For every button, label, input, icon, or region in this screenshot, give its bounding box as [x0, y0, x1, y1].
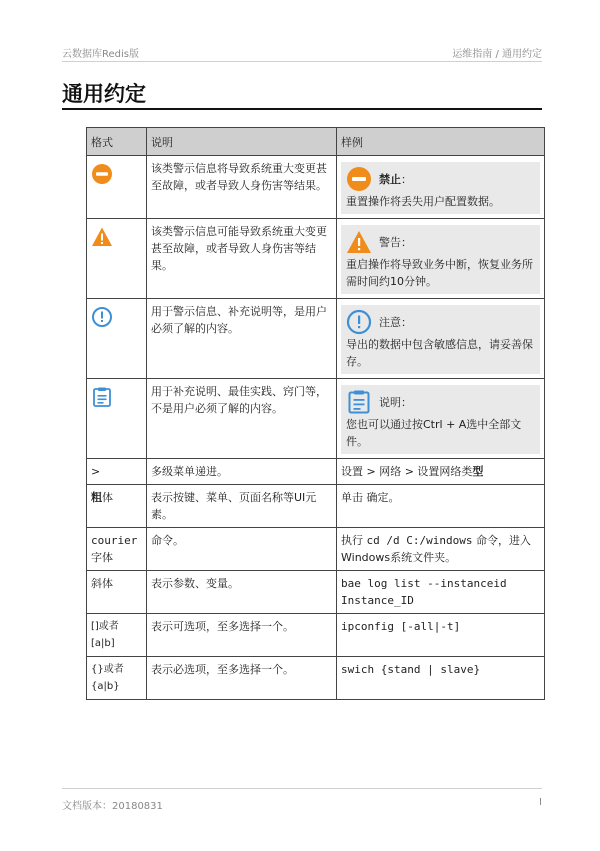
example-text: 设置 > 网络 > 设置网络类	[341, 465, 473, 478]
attention-icon	[346, 309, 372, 335]
table-row	[87, 379, 545, 459]
table-row	[87, 657, 545, 700]
clipboard-note-icon	[91, 386, 113, 408]
example-cell: ipconfig [-all|-t]	[337, 614, 545, 657]
warning-icon	[346, 229, 372, 255]
note-title: 说明：	[379, 395, 412, 409]
example-cell: bae log list --instanceid Instance_ID	[337, 571, 545, 614]
format-cell: >	[87, 459, 147, 485]
clipboard-note-icon	[346, 389, 372, 415]
example-cell	[337, 156, 545, 219]
footer-divider	[62, 788, 542, 789]
example-cell	[337, 379, 545, 459]
format-cell	[87, 379, 147, 459]
table-row	[87, 528, 545, 571]
example-cell: swich {stand | slave}	[337, 657, 545, 700]
format-text: courier字体	[91, 534, 138, 564]
header-breadcrumb: 运维指南 / 通用约定	[452, 49, 542, 60]
footer-page-number: I	[539, 797, 542, 808]
example-prefix: 执行	[341, 534, 367, 547]
note-text: 您也可以通过按Ctrl + A选中全部文件。	[346, 418, 522, 448]
format-cell	[87, 485, 147, 528]
note-title: 注意：	[379, 315, 412, 329]
table-row	[87, 614, 545, 657]
format-text: 体	[102, 491, 113, 504]
desc-cell: 该类警示信息将导致系统重大变更甚至故障，或者导致人身伤害等结果。	[147, 156, 337, 219]
example-cell: 单击 确定。	[337, 485, 545, 528]
note-text: 重启操作将导致业务中断，恢复业务所需时间约10分钟。	[346, 258, 533, 288]
column-header-example: 样例	[337, 128, 545, 156]
conventions-table	[86, 127, 545, 700]
table-header-row	[87, 128, 545, 156]
table-row	[87, 156, 545, 219]
desc-cell: 多级菜单递进。	[147, 459, 337, 485]
note-text: 重置操作将丢失用户配置数据。	[346, 195, 500, 208]
note-title: 警告：	[379, 235, 412, 249]
prohibit-note	[341, 162, 540, 214]
example-cell	[337, 459, 545, 485]
format-cell	[87, 156, 147, 219]
desc-cell: 命令。	[147, 528, 337, 571]
attention-note	[341, 305, 540, 374]
example-text-bold: 型	[472, 465, 484, 478]
note-colon: ：	[401, 172, 412, 186]
note-text: 导出的数据中包含敏感信息，请妥善保存。	[346, 338, 533, 368]
prohibit-icon	[346, 166, 372, 192]
table-row	[87, 219, 545, 299]
example-suffix: 命令，进入Windows系统文件夹。	[341, 534, 531, 564]
format-cell: {}或者{a|b}	[87, 657, 147, 700]
warning-note	[341, 225, 540, 294]
format-cell: 斜体	[87, 571, 147, 614]
desc-cell: 表示必选项，至多选择一个。	[147, 657, 337, 700]
table-row	[87, 299, 545, 379]
table-row	[87, 485, 545, 528]
example-command: cd /d C:/windows	[366, 534, 473, 547]
column-header-desc: 说明	[147, 128, 337, 156]
desc-cell: 表示参数、变量。	[147, 571, 337, 614]
desc-cell: 表示可选项，至多选择一个。	[147, 614, 337, 657]
attention-icon	[91, 306, 113, 328]
example-cell	[337, 299, 545, 379]
note-title: 禁止	[379, 172, 401, 186]
format-cell: []或者[a|b]	[87, 614, 147, 657]
footer-version: 文档版本：20180831	[62, 801, 163, 812]
example-cell	[337, 219, 545, 299]
title-divider	[62, 108, 542, 110]
desc-cell: 该类警示信息可能导致系统重大变更甚至故障，或者导致人身伤害等结果。	[147, 219, 337, 299]
table-row	[87, 459, 545, 485]
format-cell	[87, 219, 147, 299]
column-header-format: 格式	[87, 128, 147, 156]
desc-cell: 用于补充说明、最佳实践、窍门等，不是用户必须了解的内容。	[147, 379, 337, 459]
table-row	[87, 571, 545, 614]
example-cell	[337, 528, 545, 571]
desc-cell: 表示按键、菜单、页面名称等UI元素。	[147, 485, 337, 528]
info-note	[341, 385, 540, 454]
format-cell	[87, 528, 147, 571]
warning-icon	[91, 226, 113, 248]
format-cell	[87, 299, 147, 379]
format-text-bold: 粗	[91, 491, 102, 504]
header-product: 云数据库Redis版	[62, 49, 139, 60]
prohibit-icon	[91, 163, 113, 185]
header-divider	[62, 61, 542, 62]
page-title: 通用约定	[62, 82, 146, 106]
desc-cell: 用于警示信息、补充说明等，是用户必须了解的内容。	[147, 299, 337, 379]
